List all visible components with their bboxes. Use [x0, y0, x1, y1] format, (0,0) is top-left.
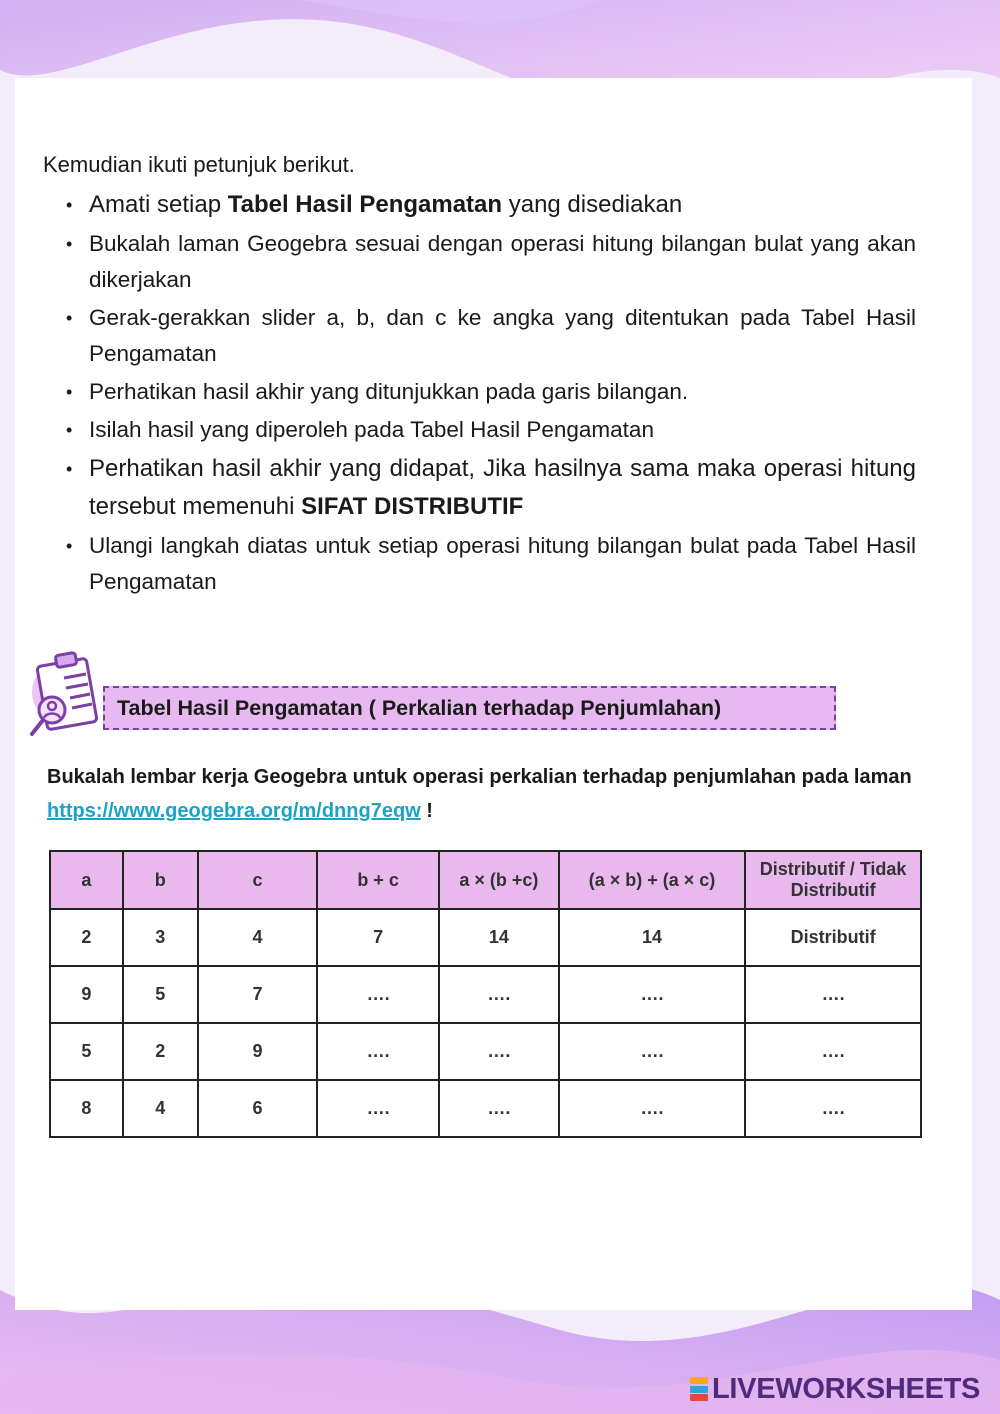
answer-cell-distributive-status[interactable]: …. — [745, 1080, 921, 1137]
cell-b: 3 — [123, 909, 198, 966]
geogebra-link[interactable]: https://www.geogebra.org/m/dnng7eqw — [47, 800, 421, 822]
header-b: b — [123, 851, 198, 909]
instruction-step: • Bukalah laman Geogebra sesuai dengan operasi hitung bilangan bulat yang akan dikerjakan — [60, 226, 916, 298]
cell-c: 7 — [198, 966, 318, 1023]
answer-cell-a-times-sum[interactable]: …. — [439, 1023, 559, 1080]
cell-a: 8 — [50, 1080, 123, 1137]
cell-b: 5 — [123, 966, 198, 1023]
table-row — [50, 1080, 921, 1137]
header-c: c — [198, 851, 318, 909]
section-title: Tabel Hasil Pengamatan ( Perkalian terhadap Penjumlahan) — [103, 686, 836, 730]
header-a-times-sum: a × (b +c) — [439, 851, 559, 909]
observation-table — [49, 850, 922, 1138]
cell-a: 2 — [50, 909, 123, 966]
answer-cell-b-plus-c[interactable]: …. — [317, 966, 439, 1023]
answer-cell-distributive-status[interactable]: …. — [745, 1023, 921, 1080]
answer-cell-b-plus-c[interactable]: …. — [317, 1023, 439, 1080]
logo-text: LIVEWORKSHEETS — [712, 1372, 981, 1405]
cell-a: 5 — [50, 1023, 123, 1080]
answer-cell-distributed-sum[interactable]: …. — [559, 1023, 746, 1080]
intro-text: Kemudian ikuti petunjuk berikut. — [43, 152, 355, 177]
answer-cell-distributive-status[interactable]: …. — [745, 966, 921, 1023]
logo-mark-icon — [690, 1377, 708, 1401]
answer-cell-b-plus-c[interactable]: …. — [317, 1080, 439, 1137]
header-distributive-status: Distributif / Tidak Distributif — [745, 851, 921, 909]
cell-c: 9 — [198, 1023, 318, 1080]
header-a: a — [50, 851, 123, 909]
cell-a-times-sum: 14 — [439, 909, 559, 966]
table-row — [50, 1023, 921, 1080]
instruction-step: • Ulangi langkah diatas untuk setiap operasi hitung bilangan bulat pada Tabel Hasil Pengamatan — [60, 528, 916, 600]
table-row — [50, 909, 921, 966]
answer-cell-a-times-sum[interactable]: …. — [439, 966, 559, 1023]
cell-distributed-sum: 14 — [559, 909, 746, 966]
cell-c: 4 — [198, 909, 318, 966]
cell-b: 4 — [123, 1080, 198, 1137]
instruction-step: • Amati setiap Tabel Hasil Pengamatan yang disediakan — [60, 186, 916, 224]
instruction-step: • Perhatikan hasil akhir yang didapat, Jika hasilnya sama maka operasi hitung tersebut memenuhi SIFAT DISTRIBUTIF — [60, 450, 916, 526]
instruction-step: • Gerak-gerakkan slider a, b, dan c ke angka yang ditentukan pada Tabel Hasil Pengamatan — [60, 300, 916, 372]
header-b-plus-c: b + c — [317, 851, 439, 909]
answer-cell-distributed-sum[interactable]: …. — [559, 966, 746, 1023]
instruction-list — [60, 186, 916, 602]
clipboard-magnifier-icon — [28, 648, 110, 744]
cell-distributive-status: Distributif — [745, 909, 921, 966]
cell-c: 6 — [198, 1080, 318, 1137]
instruction-step: • Isilah hasil yang diperoleh pada Tabel Hasil Pengamatan — [60, 412, 916, 448]
table-row — [50, 966, 921, 1023]
instruction-step: • Perhatikan hasil akhir yang ditunjukkan pada garis bilangan. — [60, 374, 916, 410]
answer-cell-a-times-sum[interactable]: …. — [439, 1080, 559, 1137]
answer-cell-distributed-sum[interactable]: …. — [559, 1080, 746, 1137]
cell-b-plus-c: 7 — [317, 909, 439, 966]
cell-b: 2 — [123, 1023, 198, 1080]
liveworksheets-logo[interactable] — [690, 1374, 980, 1404]
header-distributed-sum: (a × b) + (a × c) — [559, 851, 746, 909]
section-description: Bukalah lembar kerja Geogebra untuk operasi perkalian terhadap penjumlahan pada laman https://www.geogebra.org/m/dnng7eqw ! — [47, 766, 912, 822]
table-header-row — [50, 851, 921, 909]
cell-a: 9 — [50, 966, 123, 1023]
